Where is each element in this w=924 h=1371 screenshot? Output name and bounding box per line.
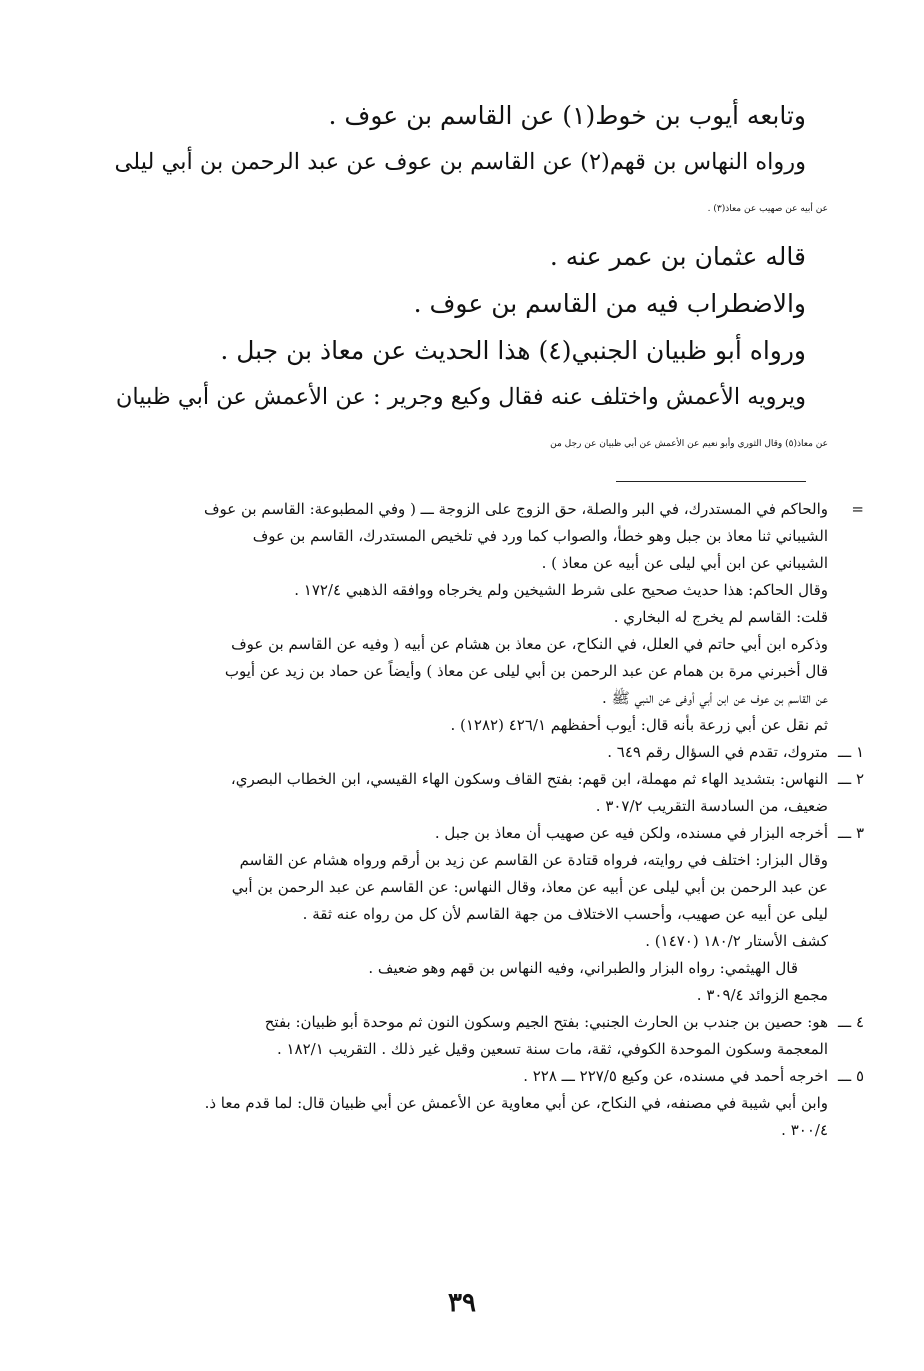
footnote-line [108, 658, 828, 685]
footnote-text: ثم نقل عن أبي زرعة بأنه قال: أيوب أحفظهم ٤٢٦/١ (١٢٨٢) . [450, 716, 828, 734]
footnote-line [108, 901, 828, 928]
footnote-line [108, 604, 828, 631]
footnote-text: وابن أبي شيبة في مصنفه، في النكاح، عن أبي معاوية عن الأعمش عن أبي ظبيان قال: لما قدم معا ذ. [204, 1094, 828, 1112]
main-line: قاله عثمان بن عمر عنه . [549, 242, 806, 271]
footnote-line [108, 685, 828, 712]
footnote-text: الشيباني عن ابن أبي ليلى عن أبيه عن معاذ ) . [541, 554, 828, 572]
footnote-text: وقال الحاكم: هذا حديث صحيح على شرط الشيخين ولم يخرجاه ووافقه الذهبي ١٧٢/٤ . [294, 581, 828, 599]
footnote-line [108, 1036, 828, 1063]
footnote-text: قلت: القاسم لم يخرج له البخاري . [613, 608, 828, 626]
footnote-text: وقال البزار: اختلف في روايته، فرواه قتادة عن القاسم عن زيد بن أرقم ورواه هشام عن القاسم [239, 851, 828, 869]
footnote-marker: ٤ ـــ [837, 1013, 864, 1031]
footnote-text: هو: حصين بن جندب بن الحارث الجنبي: بفتح الجيم وسكون النون ثم موحدة أبو ظبيان: بفتح [264, 1013, 828, 1031]
footnote-text: عن القاسم بن عوف عن ابن أبي أوفى عن النبي ﷺ . [602, 689, 828, 707]
footnote-marker: ٥ ـــ [837, 1067, 864, 1085]
footnote-line [108, 955, 828, 982]
main-line: والاضطراب فيه من القاسم بن عوف . [413, 289, 806, 318]
footnote-text: الشيباني ثنا معاذ بن جبل وهو خطأ، والصواب كما ورد في تلخيص المستدرك، القاسم بن عوف [252, 527, 828, 545]
footnote-line [108, 1090, 828, 1117]
footnote-line [108, 874, 828, 901]
footnote-line [108, 820, 864, 847]
footnote-line [108, 1117, 828, 1144]
footnote-line [108, 712, 828, 739]
footnote-text: وذكره ابن أبي حاتم في العلل، في النكاح، عن معاذ بن هشام عن أبيه ( وفيه عن القاسم بن عوف [231, 635, 828, 653]
main-line: عن أبيه عن صهيب عن معاذ(٣) . [707, 204, 828, 214]
footnote-divider [616, 481, 806, 482]
footnotes [108, 496, 864, 1144]
footnote-text: النهاس: بتشديد الهاء ثم مهملة، ابن قهم: بفتح القاف وسكون الهاء القيسي، ابن الخطاب البصري، [230, 770, 828, 788]
footnote-line [108, 577, 828, 604]
footnote-line [108, 847, 828, 874]
footnote-text: اخرجه أحمد في مسنده، عن وكيع ٢٢٧/٥ ـــ ٢٢٨ . [523, 1067, 828, 1085]
footnote-text: المعجمة وسكون الموحدة الكوفي، ثقة، مات سنة تسعين وقيل غير ذلك . التقريب ١٨٢/١ . [276, 1040, 828, 1058]
footnote-line [108, 1063, 864, 1090]
footnote-text: كشف الأستار ١٨٠/٢ (١٤٧٠) . [645, 932, 828, 950]
footnote-text: ٣٠٠/٤ . [781, 1121, 828, 1139]
main-line: عن معاذ(٥) وقال الثوري وأبو نعيم عن الأعمش عن أبي ظبيان عن رجل من [550, 439, 828, 449]
main-line: ورواه النهاس بن قهم(٢) عن القاسم بن عوف عن عبد الرحمن بن أبي ليلى [114, 149, 806, 175]
footnote-line [108, 928, 828, 955]
footnote-text: أخرجه البزار في مسنده، ولكن فيه عن صهيب أن معاذ بن جبل . [434, 824, 828, 842]
footnote-text: عن عبد الرحمن بن أبي ليلى عن أبيه عن معاذ، وقال النهاس: عن القاسم عن عبد الرحمن بن أبي [231, 878, 828, 896]
footnote-line [108, 1009, 864, 1036]
footnote-marker: ٣ ـــ [837, 824, 864, 842]
footnote-text: ليلى عن أبيه عن صهيب، وأحسب الاختلاف من جهة القاسم لأن كل من رواه عنه ثقة . [302, 905, 828, 923]
footnote-line [108, 739, 864, 766]
footnote-text: ضعيف، من السادسة التقريب ٣٠٧/٢ . [595, 797, 828, 815]
footnote-text: مجمع الزوائد ٣٠٩/٤ . [696, 986, 828, 1004]
footnote-line [108, 550, 828, 577]
footnote-text: والحاكم في المستدرك، في البر والصلة، حق الزوج على الزوجة ـــ ( وفي المطبوعة: القاسم بن عوف [203, 500, 828, 518]
footnote-line [108, 982, 828, 1009]
footnote-line [108, 766, 864, 793]
footnote-line [108, 496, 864, 523]
main-text [106, 92, 828, 468]
main-line: وتابعه أيوب بن خوط(١) عن القاسم بن عوف . [328, 101, 806, 130]
footnote-text: متروك، تقدم في السؤال رقم ٦٤٩ . [607, 743, 828, 761]
main-line: ويرويه الأعمش واختلف عنه فقال وكيع وجرير : عن الأعمش عن أبي ظبيان [115, 384, 806, 410]
footnote-line [108, 631, 828, 658]
main-line: ورواه أبو ظبيان الجنبي(٤) هذا الحديث عن معاذ بن جبل . [220, 336, 806, 365]
footnote-text: قال أخبرني مرة بن همام عن عبد الرحمن بن أبي ليلى عن معاذ ) وأيضاً عن حماد بن زيد عن أيوب [224, 662, 828, 680]
footnote-marker: ١ ـــ [837, 743, 864, 761]
footnote-marker: ٢ ـــ [837, 770, 864, 788]
footnote-line [108, 523, 828, 550]
footnote-text: قال الهيثمي: رواه البزار والطبراني، وفيه النهاس بن قهم وهو ضعيف . [368, 959, 798, 977]
page-number: ٣٩ [448, 1288, 476, 1318]
footnote-line [108, 793, 828, 820]
footnote-marker: = [851, 500, 864, 518]
